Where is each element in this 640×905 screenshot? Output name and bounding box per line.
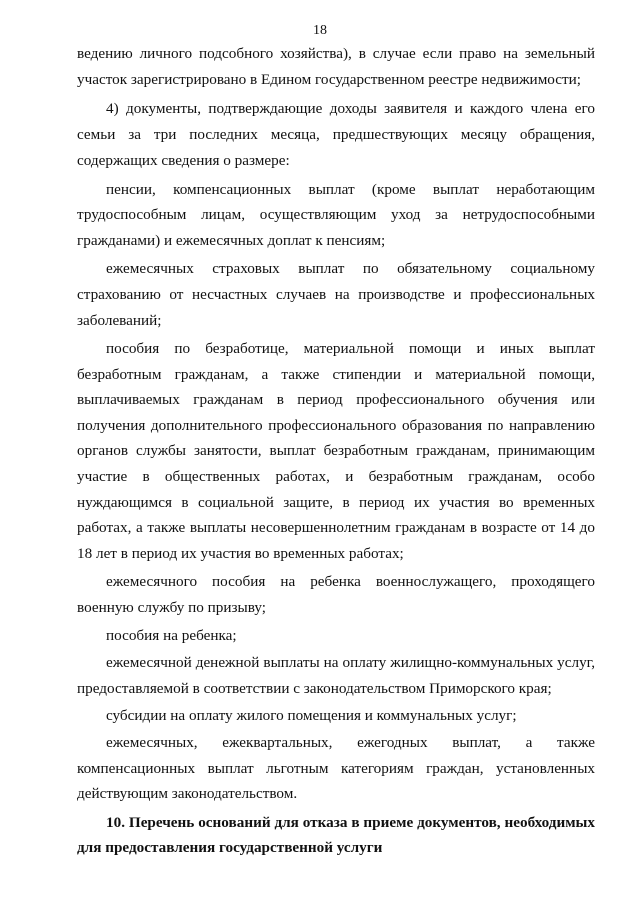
text-line: действующим законодательством. bbox=[77, 785, 298, 802]
section-heading: для предоставления государственной услуги bbox=[77, 839, 383, 856]
text-line: субсидии на оплату жилого помещения и коммунальных услуг; bbox=[106, 707, 517, 724]
text-line: ежемесячного пособия на ребенка военнослужащего, проходящего bbox=[106, 573, 595, 590]
text-line: органов службы занятости, выплат безработным гражданам, принимающим bbox=[77, 442, 595, 459]
text-line: военную службу по призыву; bbox=[77, 599, 266, 616]
text-line: заболеваний; bbox=[77, 312, 162, 329]
text-line: участие в общественных работах, и безработным гражданам, особо bbox=[77, 468, 595, 485]
text-line: предоставляемой в соответствии с законодательством Приморского края; bbox=[77, 680, 552, 697]
text-line: участок зарегистрировано в Едином государственном реестре недвижимости; bbox=[77, 71, 581, 88]
text-line: нуждающимся в социальной защите, в период их участия во временных bbox=[77, 494, 595, 511]
text-line: выплачиваемых гражданам в период профессионального обучения или bbox=[77, 391, 595, 408]
text-line: получения дополнительного профессионального образования по направлению bbox=[77, 417, 595, 434]
text-line: 18 лет в период их участия во временных работах; bbox=[77, 545, 404, 562]
text-line: ведению личного подсобного хозяйства), в случае если право на земельный bbox=[77, 45, 595, 62]
page-number: 18 bbox=[313, 23, 327, 38]
text-line: 4) документы, подтверждающие доходы заявителя и каждого члена его bbox=[106, 100, 595, 117]
text-line: пособия на ребенка; bbox=[106, 627, 237, 644]
text-line: гражданами) и ежемесячных доплат к пенсиям; bbox=[77, 232, 386, 249]
text-line: компенсационных выплат льготным категориям граждан, установленных bbox=[77, 760, 595, 777]
text-line: пособия по безработице, материальной помощи и иных выплат bbox=[106, 340, 595, 357]
text-line: ежемесячных, ежеквартальных, ежегодных выплат, а также bbox=[106, 734, 595, 751]
text-line: семьи за три последних месяца, предшествующих месяцу обращения, bbox=[77, 126, 595, 143]
text-line: работах, а также выплаты несовершеннолетним гражданам в возрасте от 14 до bbox=[77, 519, 595, 536]
text-line: содержащих сведения о размере: bbox=[77, 152, 290, 169]
text-line: страхованию от несчастных случаев на производстве и профессиональных bbox=[77, 286, 595, 303]
section-heading: 10. Перечень оснований для отказа в приеме документов, необходимых bbox=[106, 814, 595, 831]
text-line: безработным гражданам, а также стипендии и материальной помощи, bbox=[77, 366, 595, 383]
text-line: пенсии, компенсационных выплат (кроме выплат неработающим bbox=[106, 181, 595, 198]
text-line: ежемесячных страховых выплат по обязательному социальному bbox=[106, 260, 595, 277]
text-line: трудоспособным лицам, осуществляющим уход за нетрудоспособными bbox=[77, 206, 595, 223]
text-line: ежемесячной денежной выплаты на оплату жилищно-коммунальных услуг, bbox=[106, 654, 595, 671]
